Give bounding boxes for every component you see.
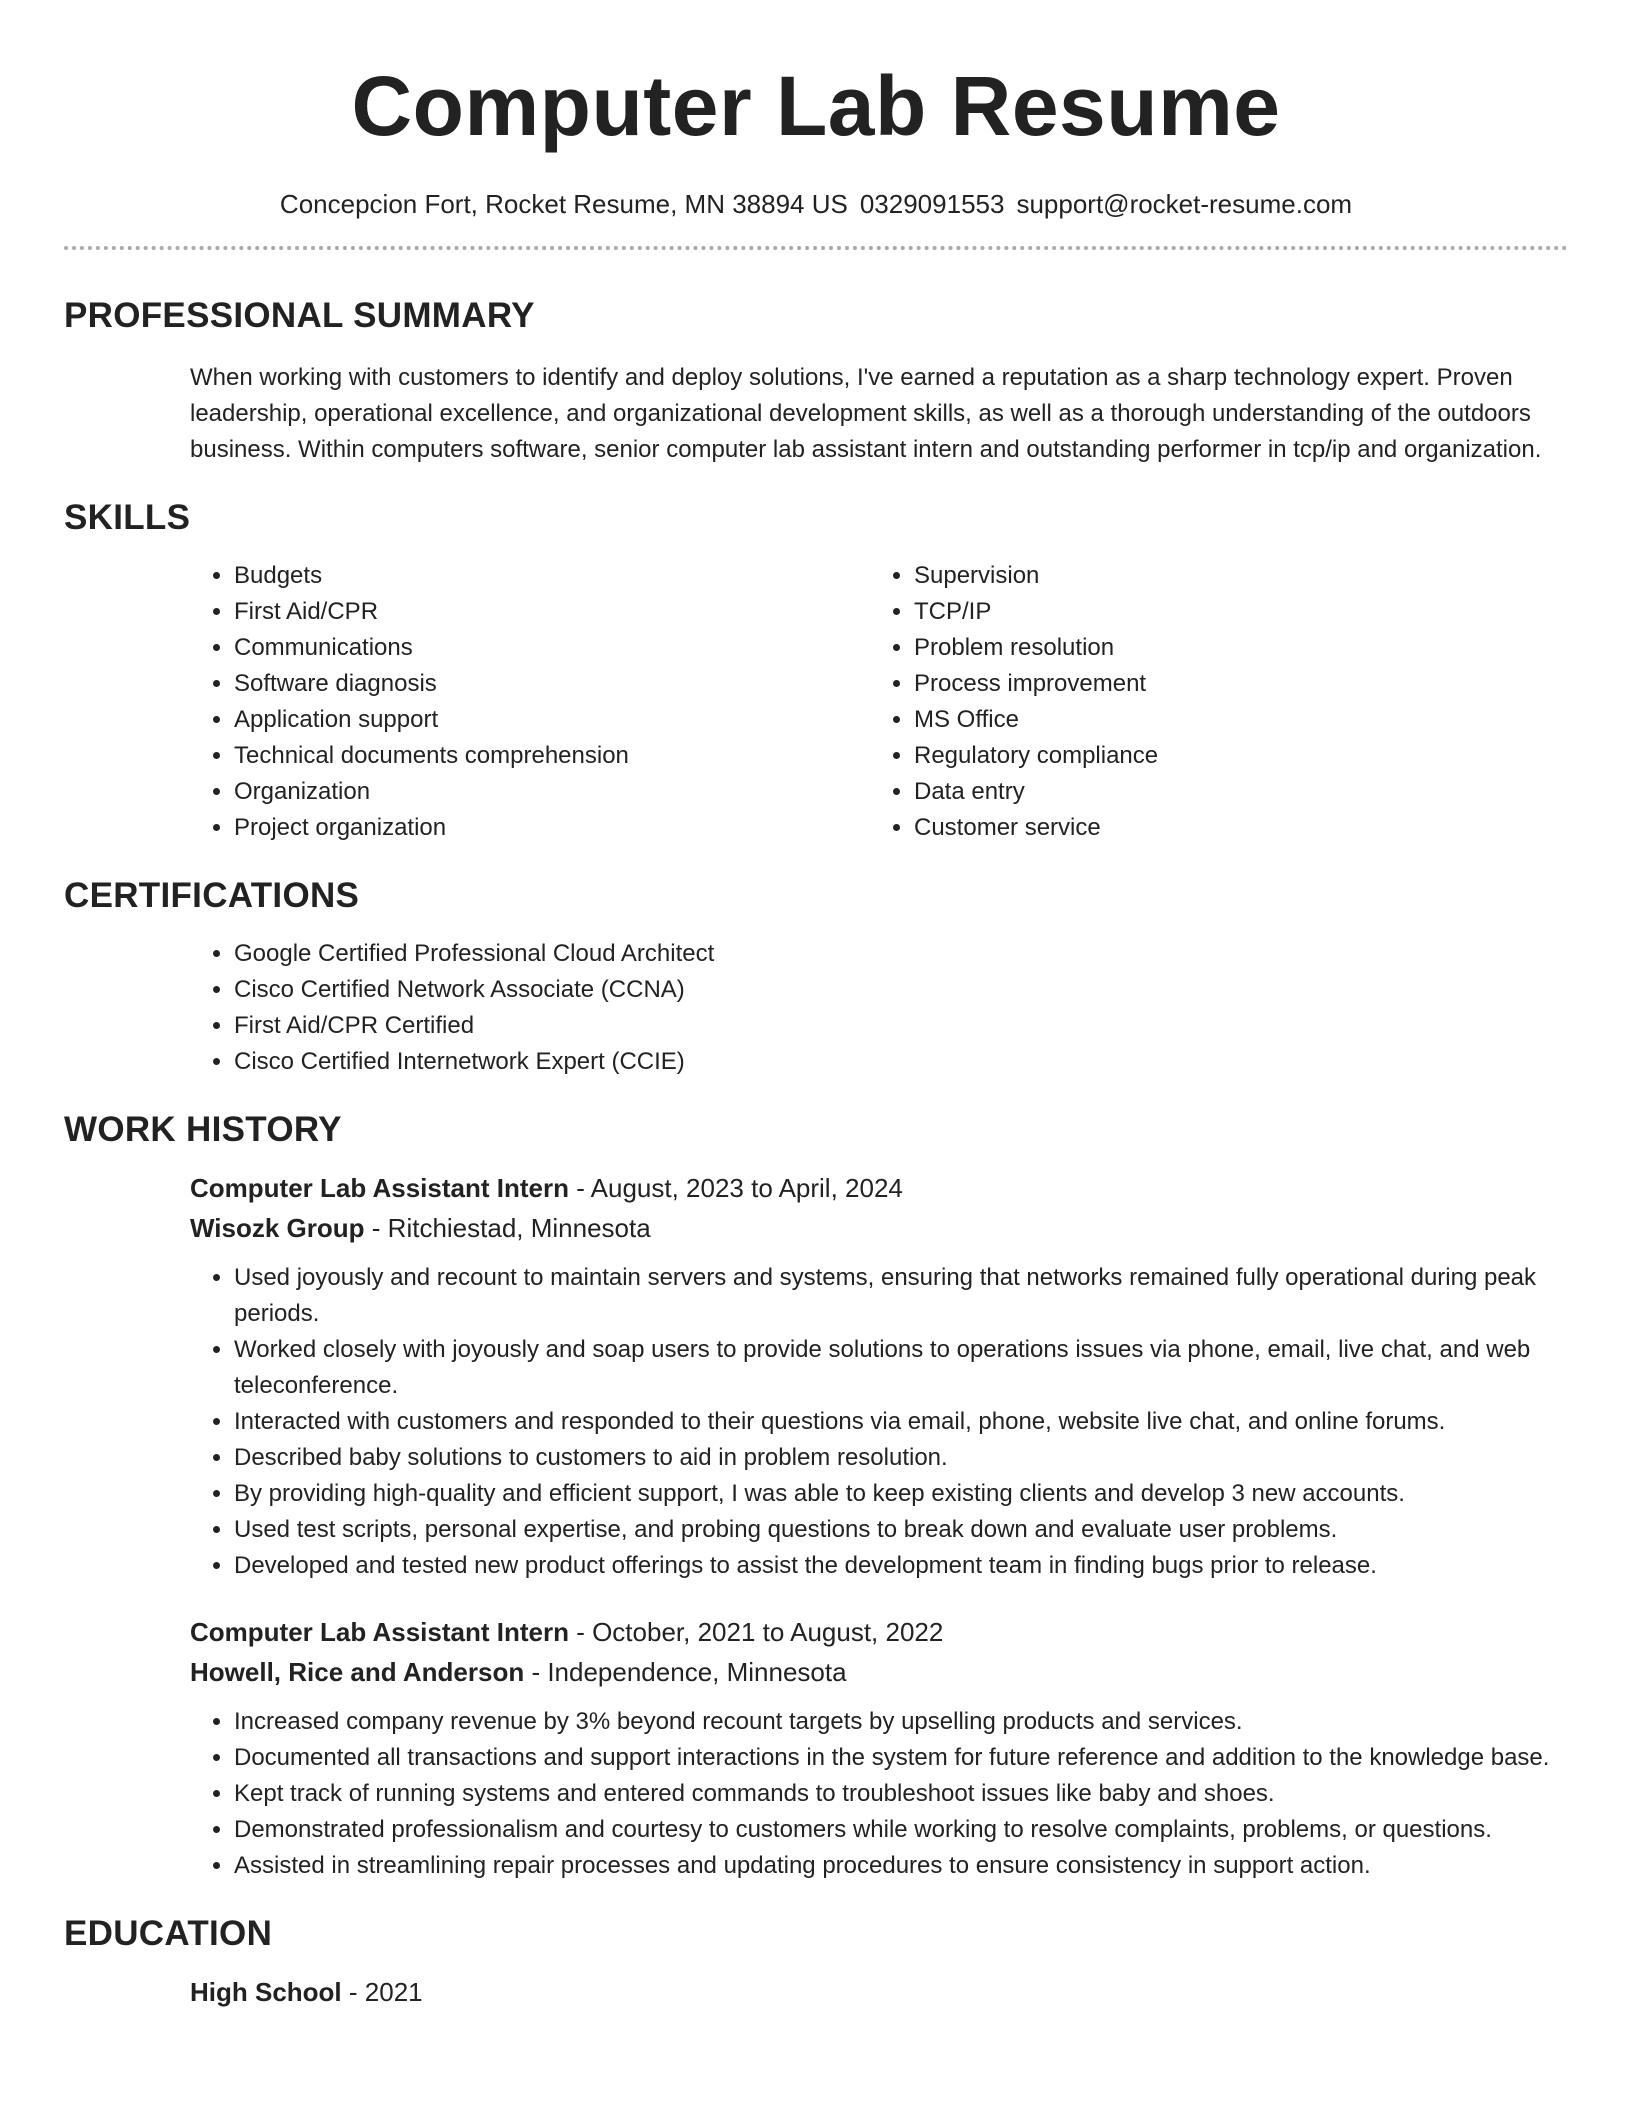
contact-email[interactable]: support@rocket-resume.com [1016, 189, 1353, 219]
skill-item: • Project organization [234, 810, 870, 846]
job-bullet: • Worked closely with joyously and soap users to provide solutions to operations issues via phone, email, live chat, and web teleconference. [234, 1332, 1568, 1404]
header-divider [64, 246, 1568, 250]
job-location: - Independence, Minnesota [524, 1657, 847, 1687]
summary-section [64, 294, 1568, 468]
skill-item: • Communications [234, 630, 870, 666]
skills-title: SKILLS [64, 498, 191, 537]
job-role-line [190, 1168, 1568, 1208]
job-bullet: • By providing high-quality and efficient support, I was able to keep existing clients and develop 3 new accounts. [234, 1476, 1568, 1512]
job-location: - Ritchiestad, Minnesota [364, 1213, 651, 1243]
skill-item: • MS Office [914, 702, 1550, 738]
certifications-title: CERTIFICATIONS [64, 876, 360, 915]
certification-item: • Google Certified Professional Cloud Architect [234, 936, 1568, 972]
skill-item: • Organization [234, 774, 870, 810]
skill-item: • Technical documents comprehension [234, 738, 870, 774]
skill-item: • Customer service [914, 810, 1550, 846]
job-bullet: • Increased company revenue by 3% beyond recount targets by upselling products and services. [234, 1704, 1568, 1740]
certifications-section [64, 874, 1568, 1080]
work-history-title: WORK HISTORY [64, 1110, 342, 1149]
skill-item: • Budgets [234, 558, 870, 594]
skills-section [64, 496, 1568, 846]
job-bullet: • Demonstrated professionalism and courtesy to customers while working to resolve complaints, problems, or questions. [234, 1812, 1568, 1848]
education-entry [190, 1972, 1568, 2012]
skill-item: • First Aid/CPR [234, 594, 870, 630]
job-bullet: • Used joyously and recount to maintain servers and systems, ensuring that networks remained fully operational during peak periods. [234, 1260, 1568, 1332]
education-title: EDUCATION [64, 1914, 273, 1953]
job-company-line [190, 1652, 1568, 1692]
job-dates: - October, 2021 to August, 2022 [568, 1617, 944, 1647]
job-company: Howell, Rice and Anderson [190, 1657, 525, 1687]
job-role: Computer Lab Assistant Intern [190, 1173, 569, 1203]
job-bullet: • Interacted with customers and responded to their questions via email, phone, website live chat, and online forums. [234, 1404, 1568, 1440]
education-section [64, 1912, 1568, 2012]
summary-text: When working with customers to identify and deploy solutions, I've earned a reputation as a sharp technology expert. Proven leadership, operational excellence, and organizational development skills, as well as a thorough understanding of the outdoors business. Within computers software, senior computer lab assistant intern and outstanding performer in tcp/ip and organization. [190, 364, 1542, 463]
skill-item: • Regulatory compliance [914, 738, 1550, 774]
skill-item: • Application support [234, 702, 870, 738]
education-year: - 2021 [341, 1977, 423, 2007]
job-entry [190, 1168, 1568, 1584]
job-bullet: • Documented all transactions and support interactions in the system for future reference and addition to the knowledge base. [234, 1740, 1568, 1776]
job-entry [190, 1612, 1568, 1884]
job-bullet: • Developed and tested new product offerings to assist the development team in finding bugs prior to release. [234, 1548, 1568, 1584]
skill-item: • Problem resolution [914, 630, 1550, 666]
job-company: Wisozk Group [190, 1213, 365, 1243]
skill-item: • Data entry [914, 774, 1550, 810]
skill-item: • Process improvement [914, 666, 1550, 702]
job-dates: - August, 2023 to April, 2024 [568, 1173, 903, 1203]
certification-item: • Cisco Certified Network Associate (CCNA) [234, 972, 1568, 1008]
work-history-section [64, 1108, 1568, 1884]
skill-item: • Software diagnosis [234, 666, 870, 702]
job-bullet: • Used test scripts, personal expertise, and probing questions to break down and evaluate user problems. [234, 1512, 1568, 1548]
contact-phone: 0329091553 [859, 189, 1005, 219]
job-bullet: • Kept track of running systems and entered commands to troubleshoot issues like baby and shoes. [234, 1776, 1568, 1812]
job-bullet: • Assisted in streamlining repair processes and updating procedures to ensure consistency in support action. [234, 1848, 1568, 1884]
contact-address: Concepcion Fort, Rocket Resume, MN 38894 US [279, 189, 848, 219]
resume-name: Computer Lab Resume [351, 59, 1281, 153]
contact-line [0, 184, 1632, 224]
education-school: High School [190, 1977, 342, 2007]
skills-column-left [190, 558, 870, 846]
job-bullet: • Described baby solutions to customers to aid in problem resolution. [234, 1440, 1568, 1476]
certification-item: • Cisco Certified Internetwork Expert (CCIE) [234, 1044, 1568, 1080]
certification-item: • First Aid/CPR Certified [234, 1008, 1568, 1044]
skills-column-right [870, 558, 1550, 846]
skill-item: • TCP/IP [914, 594, 1550, 630]
skill-item: • Supervision [914, 558, 1550, 594]
job-role-line [190, 1612, 1568, 1652]
job-company-line [190, 1208, 1568, 1248]
job-role: Computer Lab Assistant Intern [190, 1617, 569, 1647]
summary-title: PROFESSIONAL SUMMARY [64, 296, 535, 335]
